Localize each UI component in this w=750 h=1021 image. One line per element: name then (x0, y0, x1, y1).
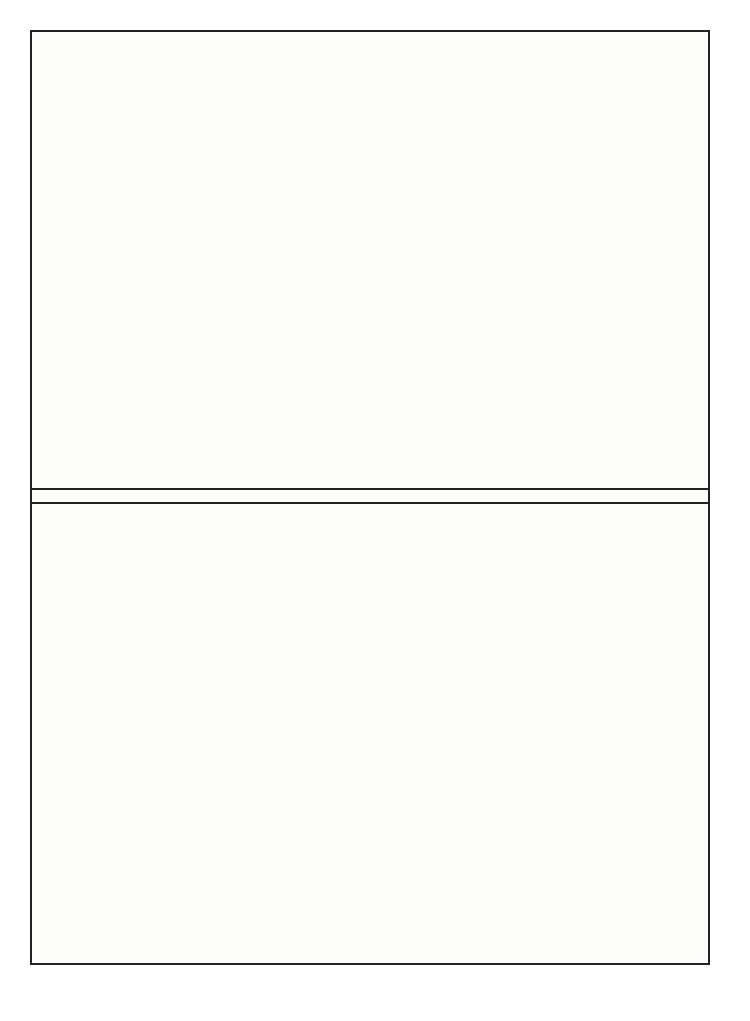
upper-table (32, 32, 708, 490)
roster-sheet (30, 30, 710, 965)
lower-table (32, 502, 708, 965)
